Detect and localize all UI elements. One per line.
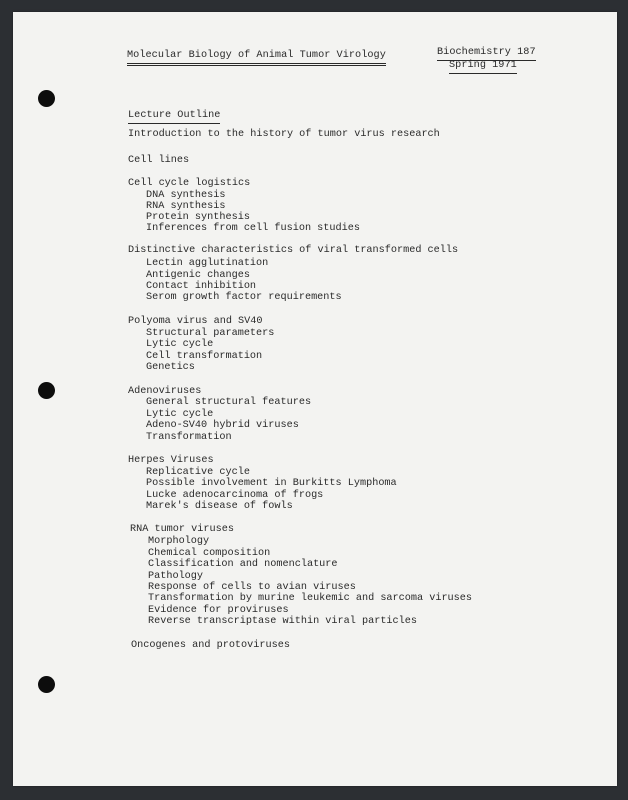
section-item: Structural parameters xyxy=(146,328,275,339)
section-item: RNA synthesis xyxy=(146,201,226,212)
section-item: Transformation by murine leukemic and sarcoma viruses xyxy=(148,593,473,604)
section-title: Distinctive characteristics of viral transformed cells xyxy=(128,245,459,256)
binder-hole-bottom xyxy=(38,676,55,693)
course-term: Spring 1971 xyxy=(449,60,517,74)
section-item: Lytic cycle xyxy=(146,409,214,420)
section-item: Classification and nomenclature xyxy=(148,559,338,570)
section-title: Introduction to the history of tumor virus research xyxy=(128,129,440,140)
section-item: Pathology xyxy=(148,571,204,582)
section-item: Genetics xyxy=(146,362,195,373)
section-item: Response of cells to avian viruses xyxy=(148,582,356,593)
section-item: Possible involvement in Burkitts Lymphoma xyxy=(146,478,397,489)
section-title: Cell lines xyxy=(128,155,190,166)
course-title: Molecular Biology of Animal Tumor Virology xyxy=(127,50,386,66)
section-item: Replicative cycle xyxy=(146,467,250,478)
binder-hole-top xyxy=(38,90,55,107)
section-item: Lucke adenocarcinoma of frogs xyxy=(146,490,324,501)
outline-heading: Lecture Outline xyxy=(128,110,220,124)
course-number: Biochemistry 187 xyxy=(437,47,536,61)
binder-hole-middle xyxy=(38,382,55,399)
section-item: Inferences from cell fusion studies xyxy=(146,223,360,234)
section-item: Adeno-SV40 hybrid viruses xyxy=(146,420,299,431)
section-title: Cell cycle logistics xyxy=(128,178,251,189)
section-item: Lytic cycle xyxy=(146,339,214,350)
section-item: General structural features xyxy=(146,397,312,408)
section-item: Evidence for proviruses xyxy=(148,605,289,616)
section-item: Lectin agglutination xyxy=(146,258,269,269)
section-item: Reverse transcriptase within viral particles xyxy=(148,616,417,627)
section-item: Chemical composition xyxy=(148,548,271,559)
section-item: Cell transformation xyxy=(146,351,263,362)
section-item: Antigenic changes xyxy=(146,270,250,281)
section-item: Contact inhibition xyxy=(146,281,257,292)
section-item: Transformation xyxy=(146,432,232,443)
document-page xyxy=(13,12,617,786)
section-title: Adenoviruses xyxy=(128,386,202,397)
section-title: Oncogenes and protoviruses xyxy=(131,640,290,651)
section-title: Polyoma virus and SV40 xyxy=(128,316,263,327)
section-item: Marek's disease of fowls xyxy=(146,501,293,512)
section-item: DNA synthesis xyxy=(146,190,226,201)
section-item: Morphology xyxy=(148,536,210,547)
section-title: Herpes Viruses xyxy=(128,455,214,466)
section-item: Protein synthesis xyxy=(146,212,250,223)
section-item: Serom growth factor requirements xyxy=(146,292,342,303)
section-title: RNA tumor viruses xyxy=(130,524,234,535)
